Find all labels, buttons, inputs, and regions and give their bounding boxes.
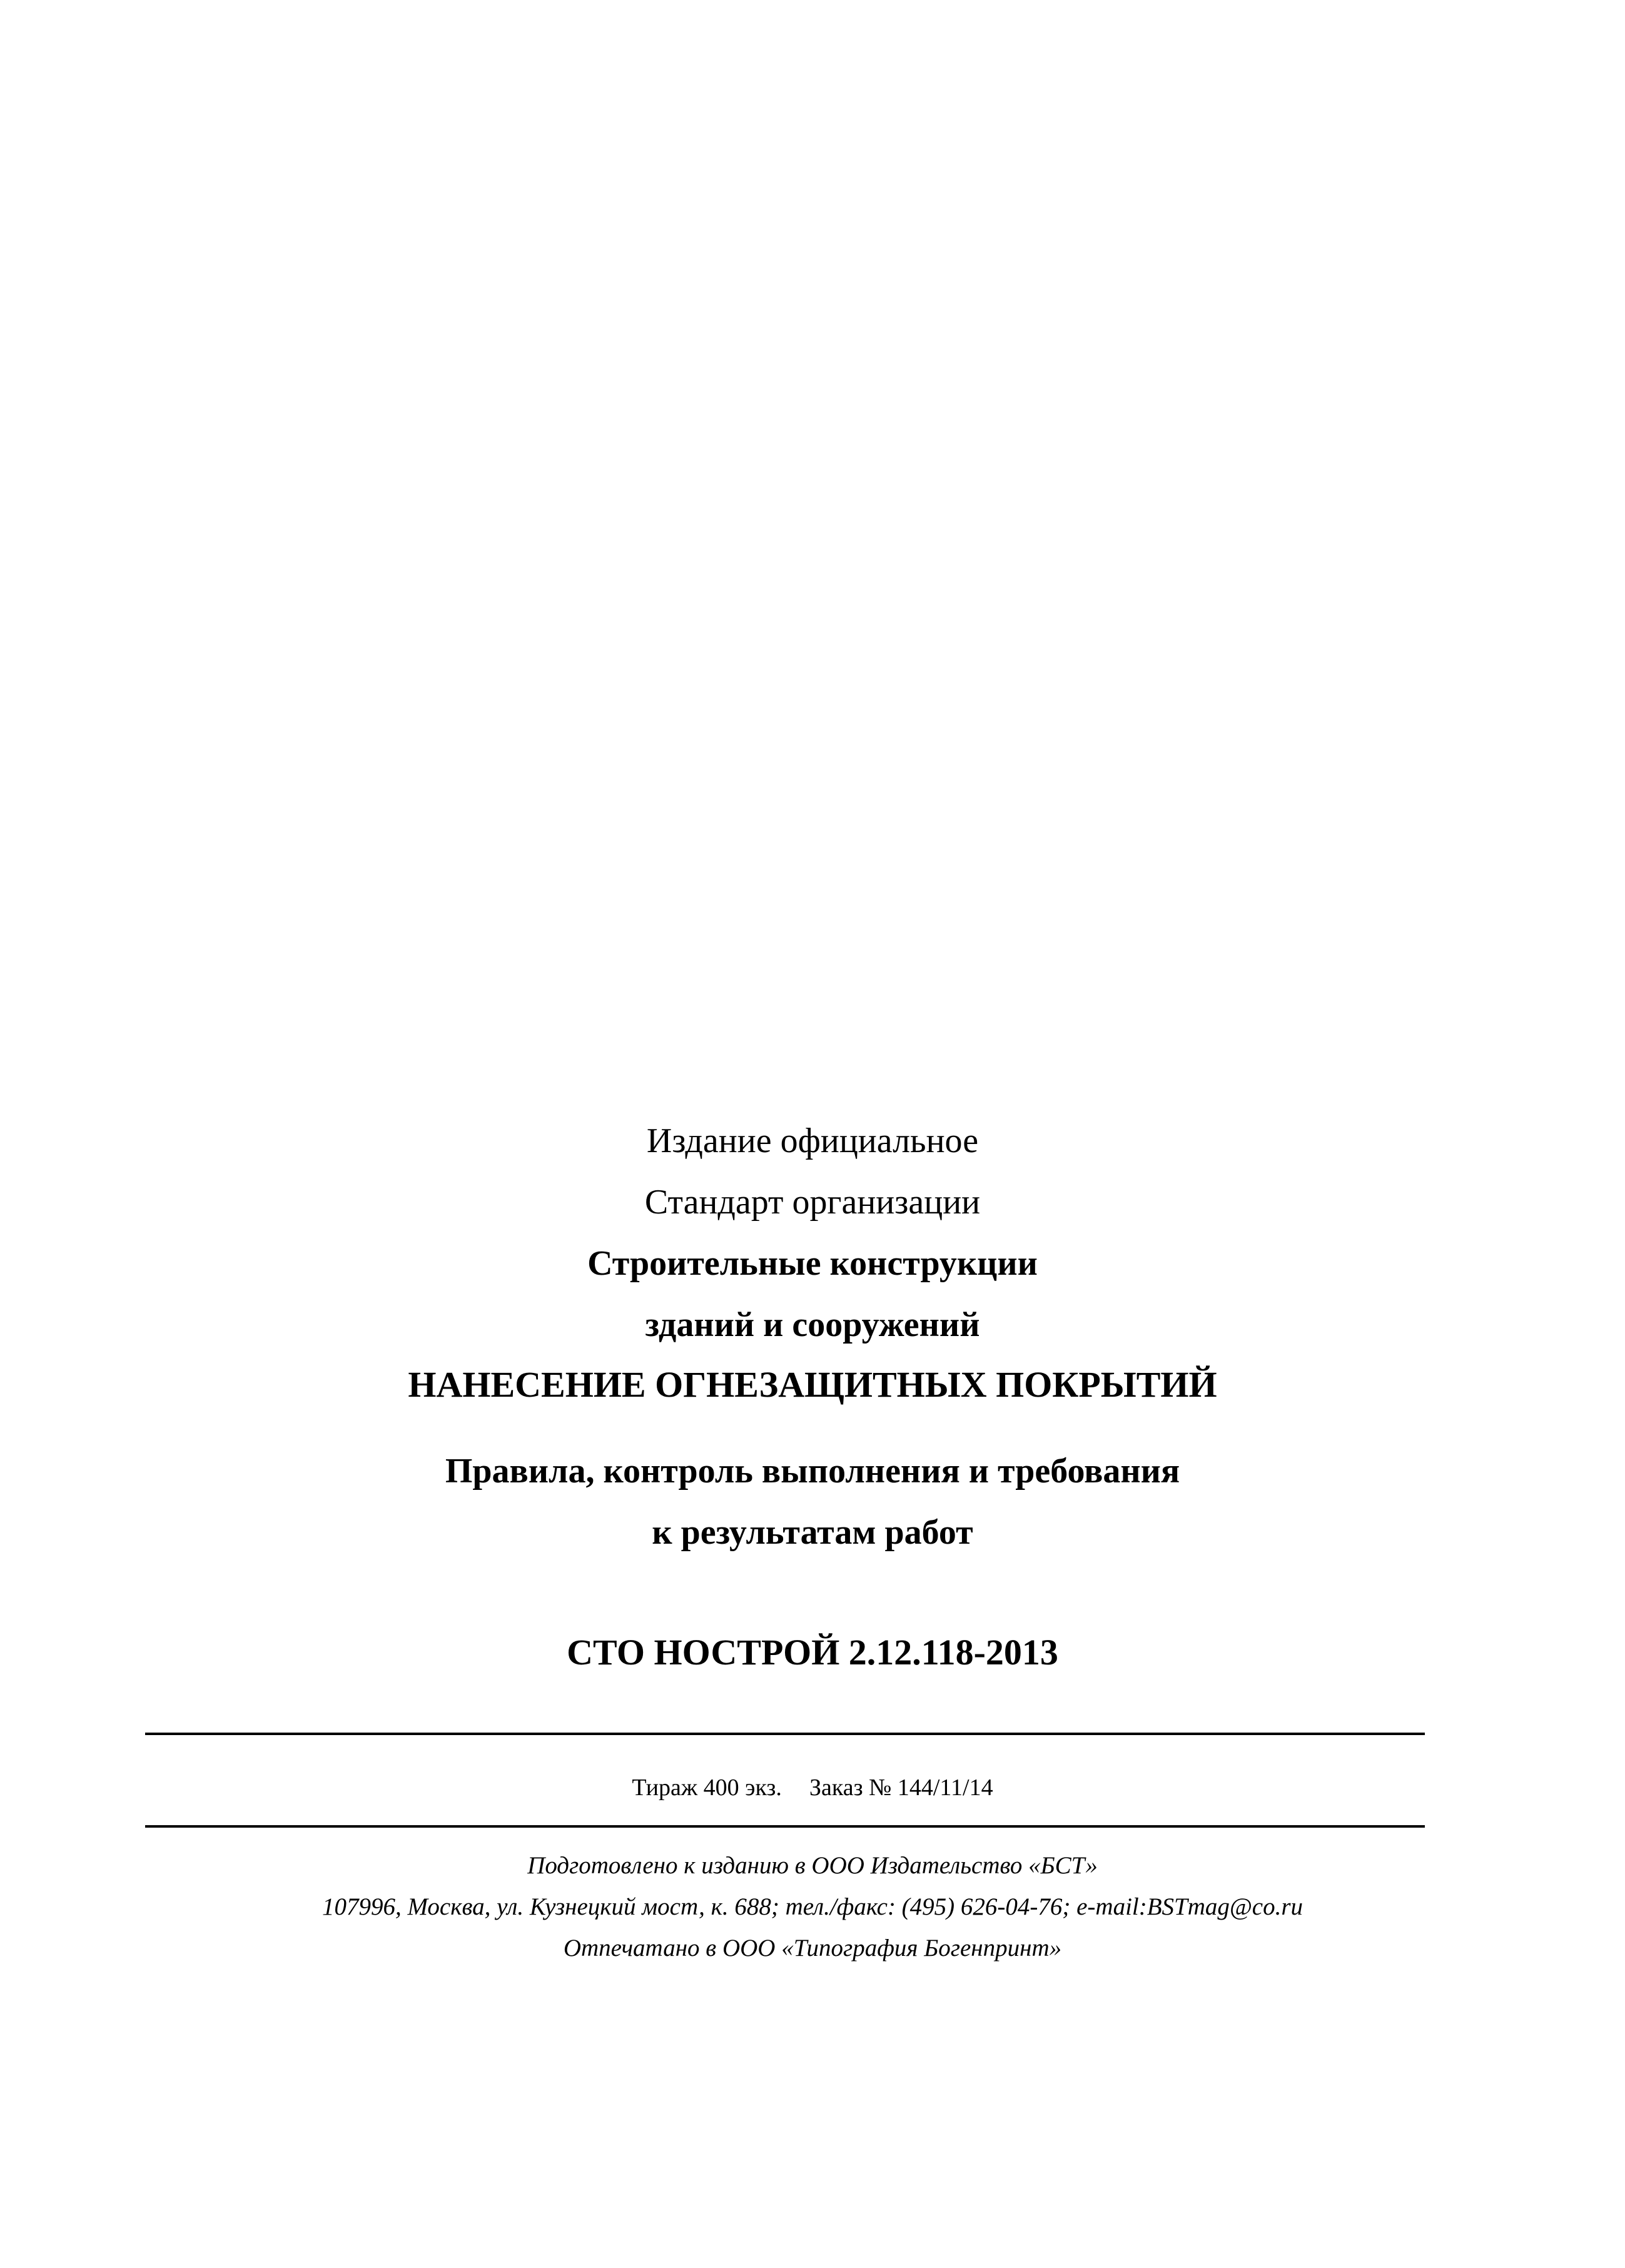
imprint-prepared: Подготовлено к изданию в ООО Издательство «БСТ» xyxy=(527,1852,1098,1879)
subtitle-line-1: Правила, контроль выполнения и требования xyxy=(445,1452,1180,1491)
edition-label: Издание официальное xyxy=(646,1121,979,1160)
title-line-1: Строительные конструкции xyxy=(587,1244,1038,1283)
standard-type-label: Стандарт организации xyxy=(644,1183,981,1222)
standard-designation: СТО НОСТРОЙ 2.12.118-2013 xyxy=(567,1632,1058,1673)
circulation-text: Тираж 400 экз. xyxy=(632,1774,782,1801)
order-number-text: Заказ № 144/11/14 xyxy=(809,1774,993,1801)
top-divider xyxy=(145,1733,1425,1735)
print-run-info xyxy=(0,1774,1625,1801)
main-title: НАНЕСЕНИЕ ОГНЕЗАЩИТНЫХ ПОКРЫТИЙ xyxy=(408,1364,1217,1405)
title-line-2: зданий и сооружений xyxy=(645,1305,980,1344)
subtitle-line-2: к результатам работ xyxy=(652,1513,973,1552)
imprint-address: 107996, Москва, ул. Кузнецкий мост, к. 688; тел./факс: (495) 626-04-76; e-mail:BSTmag@co.ru xyxy=(321,1893,1304,1920)
imprint-printed: Отпечатано в ООО «Типография Богенпринт» xyxy=(563,1935,1062,1962)
bottom-divider xyxy=(145,1825,1425,1828)
